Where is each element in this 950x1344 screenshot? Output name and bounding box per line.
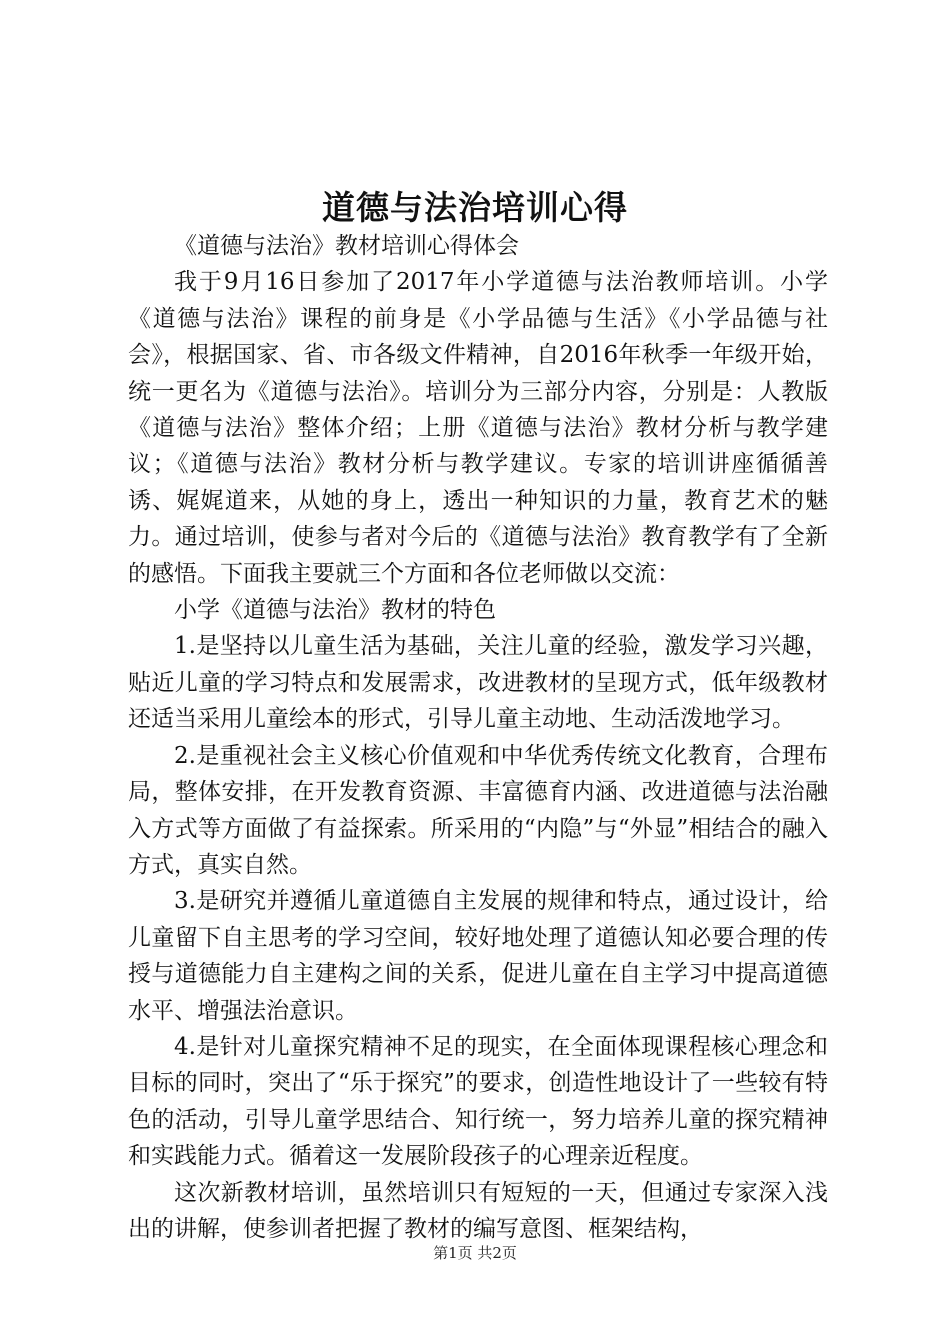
paragraph-point-3: 3.是研究并遵循儿童道德自主发展的规律和特点，通过设计，给儿童留下自主思考的学习空间，较好地处理了道德认知必要合理的传授与道德能力自主建构之间的关系，促进儿童在自主学习中提高道德水平、增强法治意识。 (128, 888, 828, 1024)
paragraph-point-4: 4.是针对儿童探究精神不足的现实，在全面体现课程核心理念和目标的同时，突出了“乐于探究”的要求，创造性地设计了一些较有特色的活动，引导儿童学思结合、知行统一，努力培养儿童的探究精神和实践能力式。循着这一发展阶段孩子的心理亲近程度。 (128, 1033, 828, 1170)
paragraph-section-heading: 小学《道德与法治》教材的特色 (174, 597, 496, 624)
document-body (128, 228, 828, 1247)
paragraph-point-1: 1.是坚持以儿童生活为基础，关注儿童的经验，激发学习兴趣，贴近儿童的学习特点和发展需求，改进教材的呈现方式，低年级教材还适当采用儿童绘本的形式，引导儿童主动地、生动活泼地学习。 (128, 633, 828, 733)
paragraph-intro: 我于9月16日参加了2017年小学道德与法治教师培训。小学《道德与法治》课程的前身是《小学品德与生活》《小学品德与社会》，根据国家、省、市各级文件精神，自2016年秋季一年级开始，统一更名为《道德与法治》。培训分为三部分内容，分别是：人教版《道德与法治》整体介绍；上册《道德与法治》教材分析与教学建议；《道德与法治》教材分析与教学建议。专家的培训讲座循循善诱、娓娓道来，从她的身上，透出一种知识的力量，教育艺术的魅力。通过培训，使参与者对今后的《道德与法治》教育教学有了全新的感悟。下面我主要就三个方面和各位老师做以交流： (128, 269, 828, 587)
page-footer: 第1页 共2页 (433, 1244, 517, 1262)
document-title: 道德与法治培训心得 (322, 188, 628, 227)
paragraph-closing: 这次新教材培训，虽然培训只有短短的一天，但通过专家深入浅出的讲解，使参训者把握了教材的编写意图、框架结构， (128, 1179, 828, 1242)
paragraph-subtitle: 《道德与法治》教材培训心得体会 (174, 233, 519, 259)
paragraph-point-2: 2.是重视社会主义核心价值观和中华优秀传统文化教育，合理布局，整体安排，在开发教育资源、丰富德育内涵、改进道德与法治融入方式等方面做了有益探索。所采用的“内隐”与“外显”相结合的融入方式，真实自然。 (128, 742, 828, 878)
